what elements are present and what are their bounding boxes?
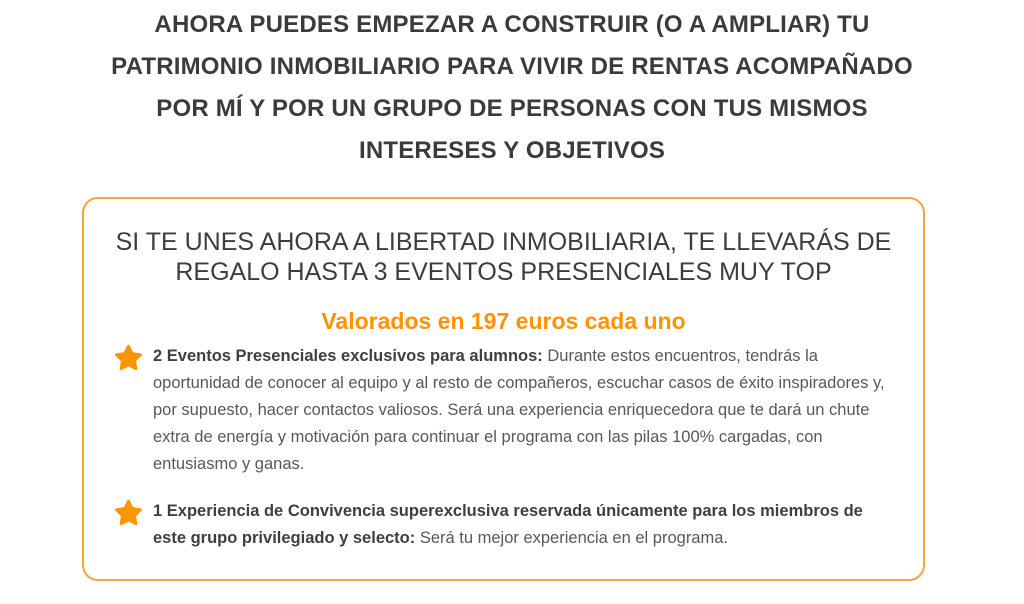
bullet-body: Será tu mejor experiencia en el programa. (415, 529, 728, 547)
hero-heading-line-4: INTERESES Y OBJETIVOS (358, 137, 666, 164)
bullet-lead: 2 Eventos Presenciales exclusivos para alumnos: (153, 347, 543, 365)
bullet-body: Durante estos encuentros, tendrás la oportunidad de conocer al equipo y al resto de compañeros, escuchar casos de éxito inspiradores y, por supuesto, hacer contactos valiosos. Será una experiencia enriquecedora que te dará un chute extra de energía y motivación para continuar el programa con las pilas 100% cargadas, con entusiasmo y ganas. (153, 347, 885, 473)
hero-heading-line-3: POR MÍ Y POR UN GRUPO DE PERSONAS CON TUS MISMOS (156, 95, 868, 122)
landing-section (0, 4, 1024, 581)
star-icon (114, 499, 143, 527)
hero-heading (0, 4, 1024, 172)
list-item (114, 498, 893, 552)
offer-subtitle: Valorados en 197 euros cada uno (321, 308, 686, 334)
bullet-text (153, 343, 892, 478)
offer-title-line-2: REGALO HASTA 3 EVENTOS PRESENCIALES MUY TOP (175, 258, 832, 286)
hero-heading-line-1: AHORA PUEDES EMPEZAR A CONSTRUIR (O A AMPLIAR) TU (154, 11, 870, 38)
offer-title (114, 227, 893, 287)
list-item (114, 343, 893, 478)
hero-heading-line-2: PATRIMONIO INMOBILIARIO PARA VIVIR DE RENTAS ACOMPAÑADO (111, 53, 913, 80)
bullet-text (153, 498, 892, 552)
offer-title-line-1: SI TE UNES AHORA A LIBERTAD INMOBILIARIA, TE LLEVARÁS DE (115, 228, 892, 256)
star-icon (114, 344, 143, 372)
offer-box (82, 197, 925, 581)
bullet-lead: 1 Experiencia de Convivencia superexclusiva reservada únicamente para los miembros de este grupo privilegiado y selecto: (153, 502, 863, 547)
